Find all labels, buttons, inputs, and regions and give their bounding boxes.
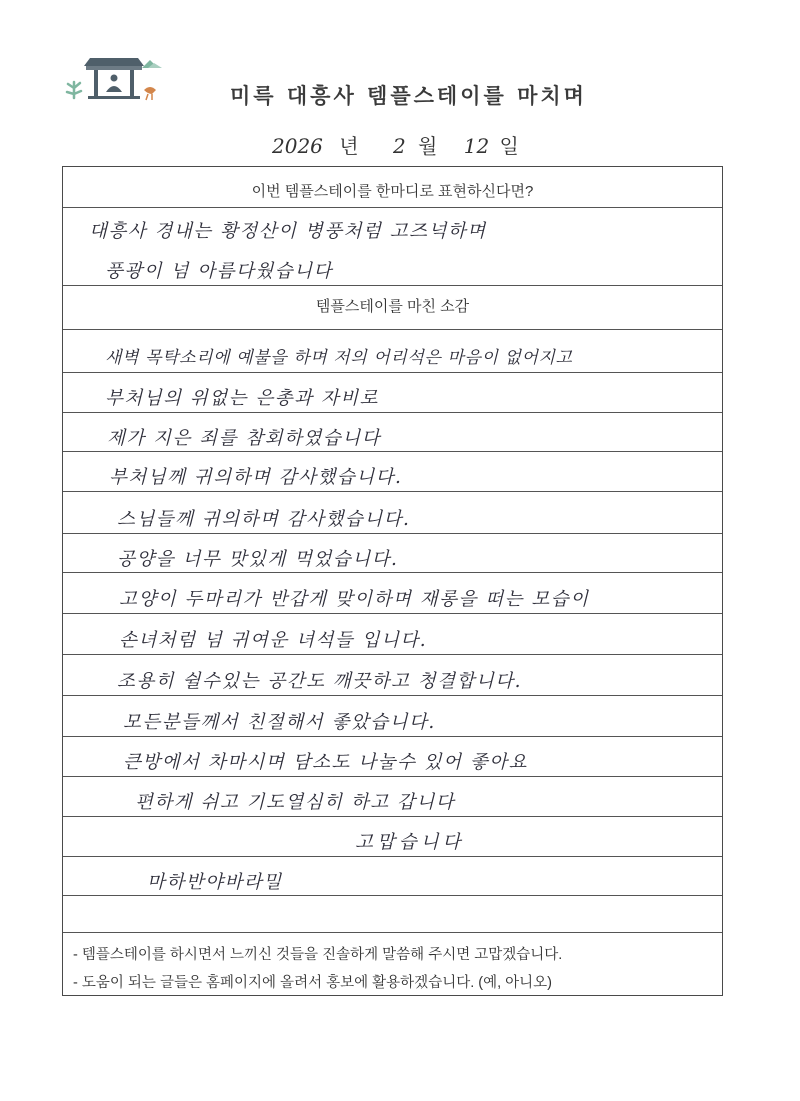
impression-line: 부처님의 위없는 은총과 자비로 [105,388,379,409]
divider [63,932,722,933]
temple-logo-icon [62,52,166,108]
impression-line: 스님들께 귀의하며 감사했습니다. [117,509,411,530]
footer-note: - 템플스테이를 하시면서 느끼신 것들을 진솔하게 말씀해 주시면 고맙겠습니다. [73,947,563,963]
divider [63,329,722,330]
date-month: 2 [392,134,406,158]
page-title: 미륵 대흥사 템플스테이를 마치며 [230,84,587,108]
rule-line [63,736,722,737]
answer-line: 대흥사 경내는 황정산이 병풍처럼 고즈넉하며 [89,221,487,242]
impression-line: 조용히 쉴수있는 공간도 깨끗하고 청결합니다. [117,671,522,692]
divider [63,285,722,286]
date-year-unit: 년 [339,134,359,158]
rule-line [63,412,722,413]
rule-line [63,895,722,896]
rule-line [63,533,722,534]
rule-line [63,491,722,492]
rule-line [63,816,722,817]
question-heading: 이번 템플스테이를 한마디로 표현하신다면? [251,183,534,200]
date-month-unit: 월 [418,134,438,158]
rule-line [63,695,722,696]
impression-line: 큰방에서 차마시며 담소도 나눌수 있어 좋아요 [123,752,528,773]
impressions-heading: 템플스테이를 마친 소감 [315,298,470,315]
impression-line: 부처님께 귀의하며 감사했습니다. [109,467,403,488]
impression-line: 고양이 두마리가 반갑게 맞이하며 재롱을 떠는 모습이 [119,589,590,610]
rule-line [63,856,722,857]
impression-line: 모든분들께서 친절해서 좋았습니다. [123,712,436,733]
form-date [272,130,519,159]
divider [63,207,722,208]
footer-note: - 도움이 되는 글들은 홈페이지에 올려서 홍보에 활용하겠습니다. (예, 아니오) [73,975,553,991]
answer-line: 풍광이 넘 아름다웠습니다 [105,261,333,282]
impression-line: 손녀처럼 넘 귀여운 녀석들 입니다. [119,630,428,651]
date-day-unit: 일 [499,134,519,158]
impression-line: 마하반야바라밀 [147,872,283,893]
date-day: 12 [463,134,490,158]
rule-line [63,451,722,452]
impression-line: 편하게 쉬고 기도열심히 하고 갑니다 [135,792,456,813]
rule-line [63,372,722,373]
feedback-form [62,166,723,996]
rule-line [63,572,722,573]
impression-line: 제가 지은 죄를 참회하였습니다 [107,428,381,449]
impression-line: 새벽 목탁소리에 예불을 하며 저의 어리석은 마음이 없어지고 [105,348,573,368]
rule-line [63,613,722,614]
impression-line: 공양을 너무 맛있게 먹었습니다. [117,549,399,570]
rule-line [63,654,722,655]
date-year: 2026 [272,134,323,158]
rule-line [63,776,722,777]
impression-line: 고맙습니다 [355,832,465,853]
